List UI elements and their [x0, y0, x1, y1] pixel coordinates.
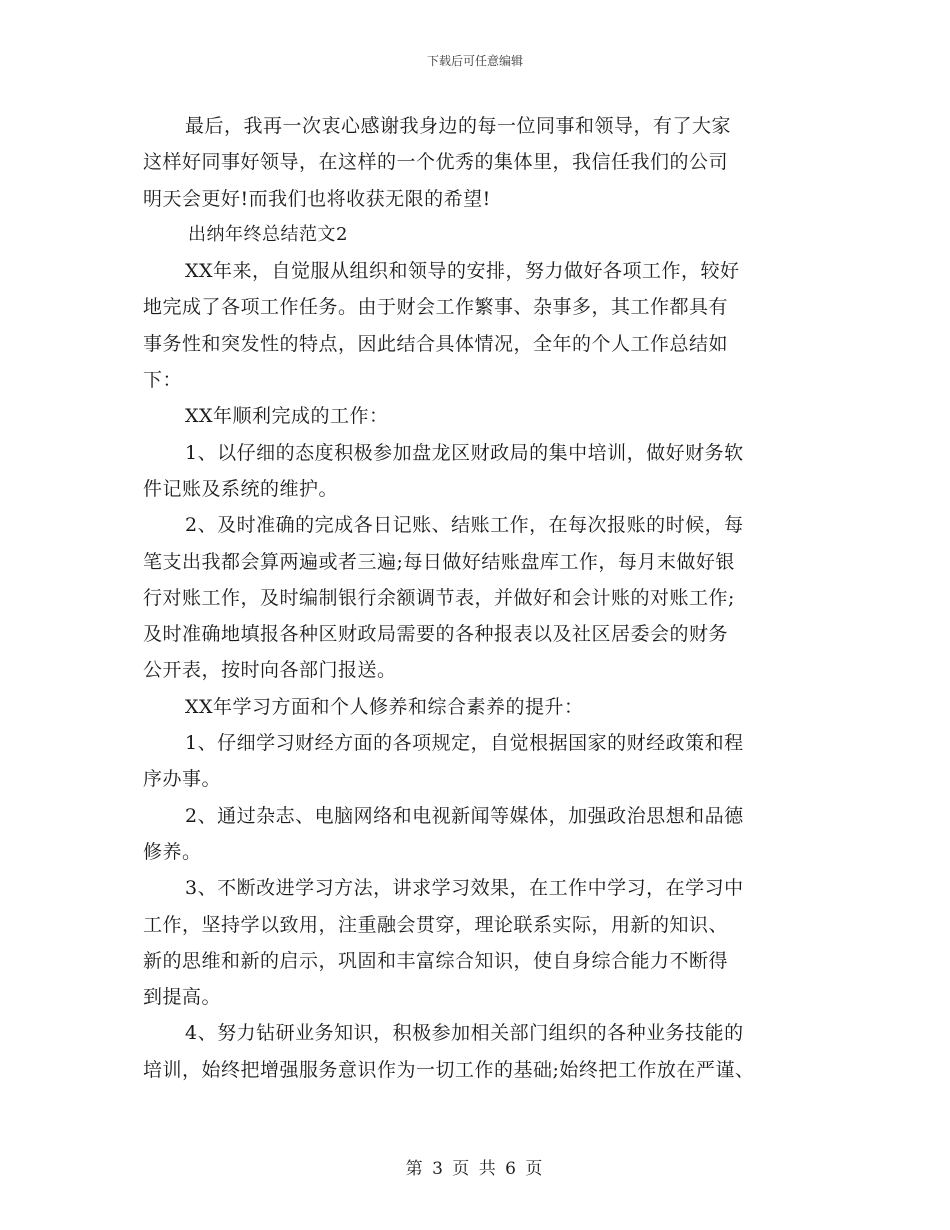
paragraph-line: 下： — [143, 369, 183, 392]
paragraph-line: 2、及时准确的完成各日记账、结账工作，在每次报账的时候，每 — [185, 514, 744, 537]
paragraph-line: 培训，始终把增强服务意识作为一切工作的基础;始终把工作放在严谨、 — [143, 1058, 755, 1081]
paragraph-line: 公开表，按时向各部门报送。 — [143, 659, 397, 682]
paragraph-line: 最后，我再一次衷心感谢我身边的每一位同事和领导，有了大家 — [185, 115, 732, 137]
document-body — [143, 108, 821, 1088]
paragraph-line: 到提高。 — [143, 986, 222, 1009]
page-number-footer: 第 3 页 共 6 页 — [405, 1159, 545, 1179]
paragraph-line: 这样好同事好领导，在这样的一个优秀的集体里，我信任我们的公司 — [143, 151, 729, 174]
paragraph-line: XX年来，自觉服从组织和领导的安排，努力做好各项工作，较好 — [185, 260, 740, 283]
paragraph-line: 笔支出我都会算两遍或者三遍;每日做好结账盘库工作，每月末做好银 — [143, 550, 735, 573]
paragraph-line: 1、以仔细的态度积极参加盘龙区财政局的集中培训，做好财务软 — [185, 441, 744, 464]
paragraph-line: 2、通过杂志、电脑网络和电视新闻等媒体，加强政治思想和品德 — [185, 804, 744, 827]
paragraph-line: 地完成了各项工作任务。由于财会工作繁事、杂事多，其工作都具有 — [143, 296, 729, 319]
subheading-line: XX年学习方面和个人修养和综合素养的提升： — [185, 695, 584, 718]
page-header: 下载后可任意编辑 — [426, 54, 523, 68]
paragraph-line: 4、努力钻研业务知识，积极参加相关部门组织的各种业务技能的 — [185, 1022, 744, 1045]
section-title: 出纳年终总结范文2 — [188, 223, 348, 245]
subheading-line: XX年顺利完成的工作： — [185, 405, 389, 428]
paragraph-line: 修养。 — [143, 840, 202, 863]
paragraph-line: 3、不断改进学习方法，讲求学习效果，在工作中学习，在学习中 — [185, 877, 744, 900]
paragraph-line: 1、仔细学习财经方面的各项规定，自觉根据国家的财经政策和程 — [185, 732, 744, 755]
paragraph-line: 事务性和突发性的特点，因此结合具体情况，全年的个人工作总结如 — [143, 332, 729, 355]
paragraph-line: 行对账工作，及时编制银行余额调节表，并做好和会计账的对账工作; — [143, 586, 735, 609]
paragraph-line: 及时准确地填报各种区财政局需要的各种报表以及社区居委会的财务 — [143, 623, 729, 646]
paragraph-line: 新的思维和新的启示，巩固和丰富综合知识，使自身综合能力不断得 — [143, 949, 729, 972]
paragraph-line: 明天会更好!而我们也将收获无限的希望! — [143, 187, 491, 210]
paragraph-line: 序办事。 — [143, 768, 222, 791]
paragraph-line: 件记账及系统的维护。 — [143, 477, 339, 500]
paragraph-line: 工作，坚持学以致用，注重融会贯穿，理论联系实际，用新的知识、 — [143, 913, 729, 936]
